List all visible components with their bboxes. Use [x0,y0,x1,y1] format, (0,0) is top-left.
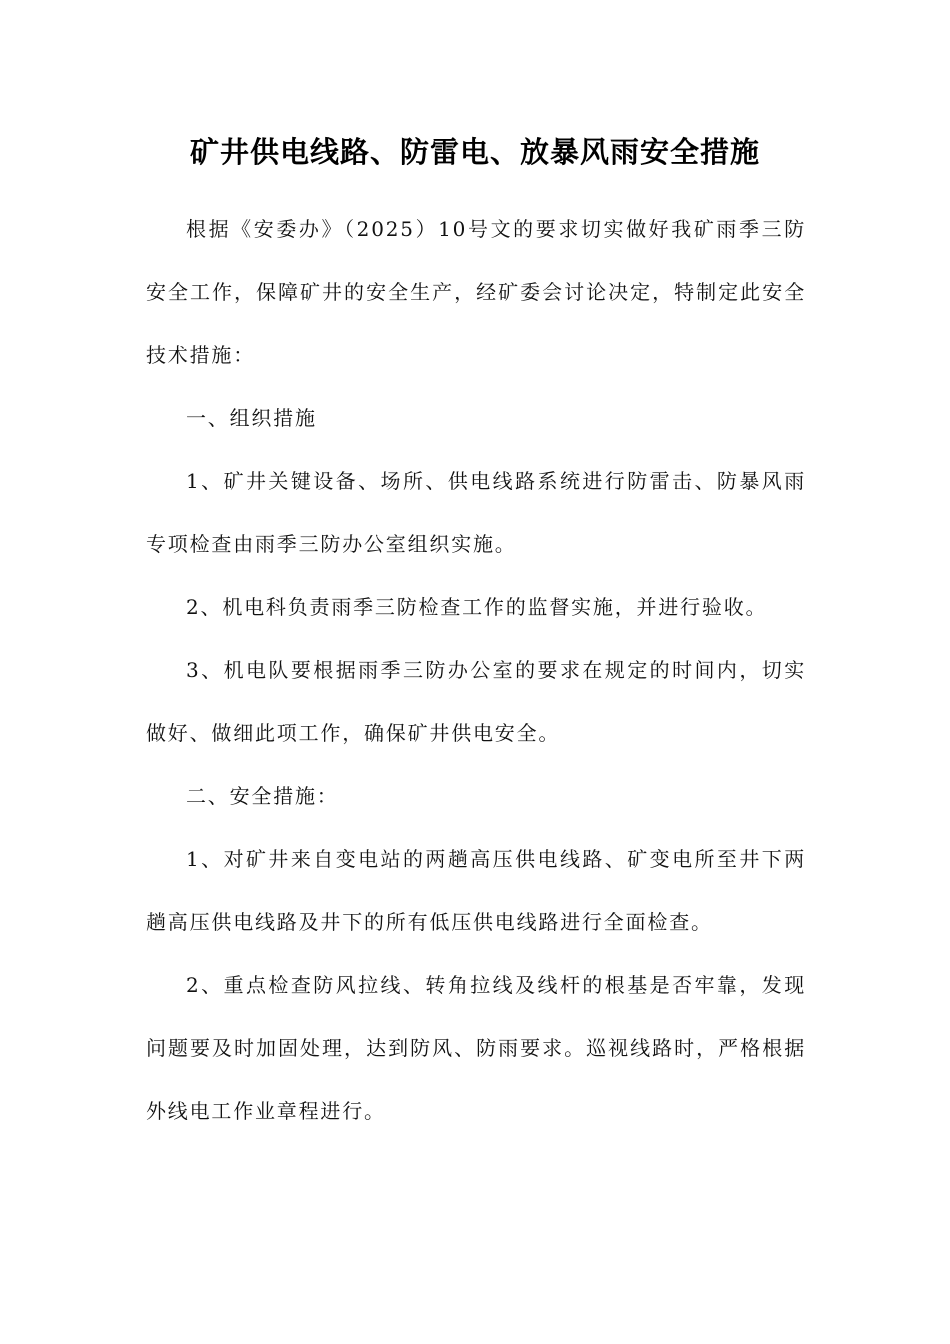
paragraph-safety-2: 2、重点检查防风拉线、转角拉线及线杆的根基是否牢靠，发现问题要及时加固处理，达到防风、防雨要求。巡视线路时，严格根据外线电工作业章程进行。 [146,973,806,1123]
paragraph-intro: 根据《安委办》（2025）10号文的要求切实做好我矿雨季三防安全工作，保障矿井的安全生产，经矿委会讨论决定，特制定此安全技术措施： [146,217,806,367]
paragraph-org-2: 2、机电科负责雨季三防检查工作的监督实施，并进行验收。 [186,595,768,619]
paragraph-safety-1: 1、对矿井来自变电站的两趟高压供电线路、矿变电所至井下两趟高压供电线路及井下的所有低压供电线路进行全面检查。 [146,847,806,934]
section-heading-organization: 一、组织措施 [186,406,317,430]
paragraph-org-3: 3、机电队要根据雨季三防办公室的要求在规定的时间内，切实做好、做细此项工作，确保矿井供电安全。 [146,658,806,745]
paragraph-org-1: 1、矿井关键设备、场所、供电线路系统进行防雷击、防暴风雨专项检查由雨季三防办公室组织实施。 [146,469,806,556]
document-body [146,198,806,1143]
section-heading-safety: 二、安全措施： [186,784,339,808]
document-title: 矿井供电线路、防雷电、放暴风雨安全措施 [189,135,760,169]
